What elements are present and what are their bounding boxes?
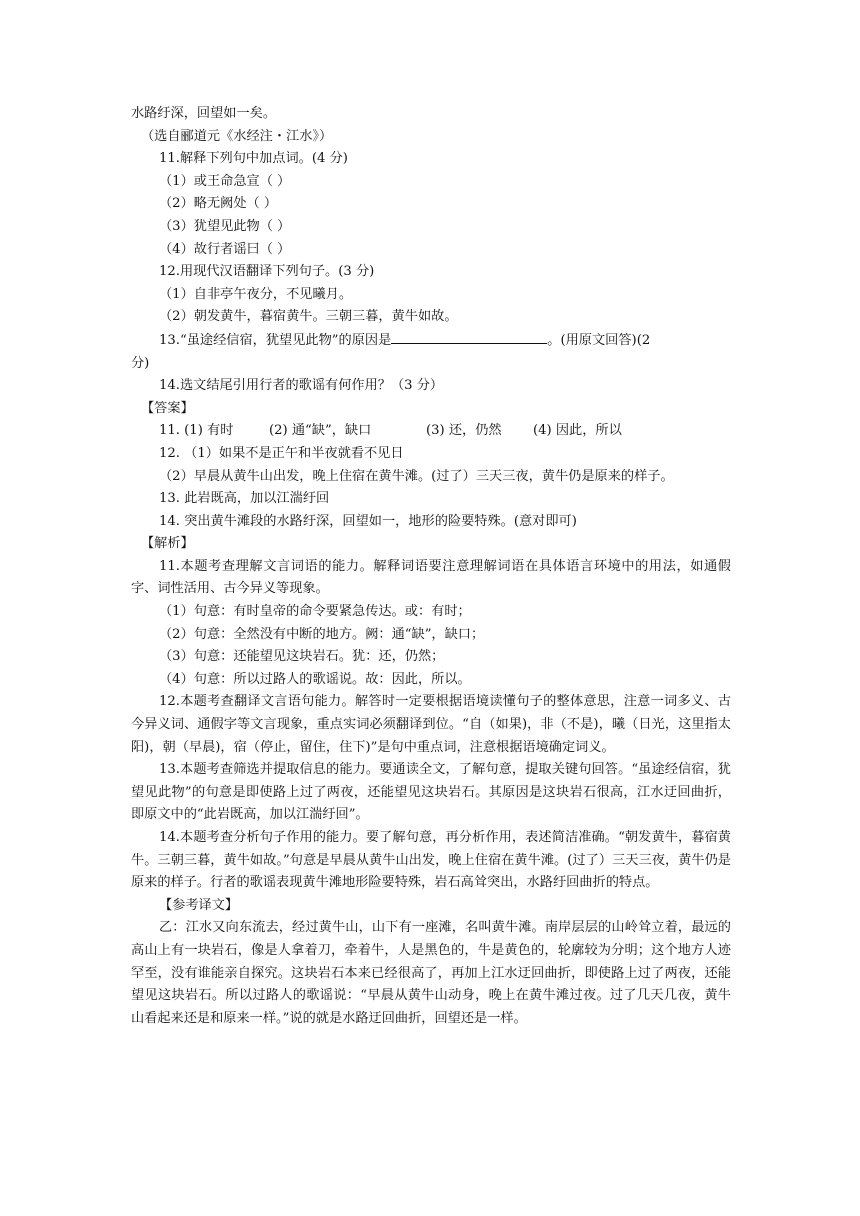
question-13-text: 13.“虽途经信宿，犹望见此物”的原因是 [159, 332, 392, 348]
answer-11-part-4: (4) 因此，所以 [533, 423, 622, 439]
question-12: 12.用现代汉语翻译下列句子。(3 分) [159, 264, 375, 280]
analysis-11-item-4: （4）句意：所以过路人的歌谣说。故：因此，所以。 [159, 671, 471, 687]
answer-11-part-2: (2) 通“缺”，缺口 [269, 423, 372, 439]
analysis-14: 14.本题考查分析句子作用的能力。要了解句意，再分析作用，表述简洁准确。“朝发黄牛，暮宿黄牛。三朝三暮，黄牛如故。”句意是早晨从黄牛山出发，晚上住宿在黄牛滩。(过了）三天三夜，黄牛仍是原来的样子。行者的歌谣表现黄牛滩地形险要特殊，岩石高耸突出，水路纡回曲折的特点。 [131, 830, 731, 891]
analysis-heading: 【解析】 [141, 536, 194, 552]
passage-last-line: 水路纡深，回望如一矣。 [131, 106, 277, 121]
question-14: 14.选文结尾引用行者的歌谣有何作用？（3 分） [159, 378, 444, 394]
translation-body: 乙：江水又向东流去，经过黄牛山，山下有一座滩，名叫黄牛滩。南岸层层的山岭耸立着，最远的高山上有一块岩石，像是人拿着刀，牵着牛，人是黑色的，牛是黄色的，轮廓较为分明；这个地方人迹罕至，没有谁能亲自探究。这块岩石本来已经很高了，再加上江水迂回曲折，即使路上过了两夜，还能望见这块岩石。所以过路人的歌谣说：“早晨从黄牛山动身，晚上在黄牛滩过夜。过了几天几夜，黄牛山看起来还是和原来一样。”说的就是水路迂回曲折，回望还是一样。 [131, 920, 731, 1026]
question-11-item-4: （4）故行者谣曰（ ） [159, 241, 291, 257]
answer-12-item-1: 12. （1）如果不是正午和半夜就看不见日 [159, 445, 404, 461]
question-12-item-2: （2）朝发黄牛，暮宿黄牛。三朝三暮，黄牛如故。 [159, 309, 458, 325]
question-13-wrap: 分) [131, 355, 150, 371]
question-11: 11.解释下列句中加点词。(4 分) [159, 151, 348, 167]
question-11-item-2: （2）略无阙处（ ） [159, 196, 278, 212]
analysis-13: 13.本题考查筛选并提取信息的能力。要通读全文，了解句意，提取关键句回答。“虽途经信宿，犹望见此物”的句意是即使路上过了两夜，还能望见这块岩石。其原因是这块岩石很高，江水迂回曲折，即原文中的“此岩既高，加以江湍纡回”。 [131, 762, 731, 823]
question-11-item-3: （3）犹望见此物（ ） [159, 218, 291, 234]
question-13-suffix: 。(用原文回答)(2 [547, 332, 651, 348]
analysis-11-item-1: （1）句意：有时皇帝的命令要紧急传达。或：有时； [159, 604, 471, 620]
question-13 [131, 329, 731, 353]
analysis-11-item-2: （2）句意：全然没有中断的地方。阙：通“缺”，缺口； [159, 626, 485, 642]
answer-14: 14. 突出黄牛滩段的水路纡深，回望如一，地形的险要特殊。(意对即可) [159, 513, 577, 529]
translation-heading: 【参考译文】 [159, 897, 239, 913]
answer-11-part-3: (3) 还，仍然 [426, 423, 502, 439]
analysis-11: 11.本题考查理解文言词语的能力。解释词语要注意理解词语在具体语言环境中的用法，如通假字、词性活用、古今异义等现象。 [131, 558, 731, 597]
answer-13: 13. 此岩既高，加以江湍纡回 [159, 491, 330, 507]
answer-heading: 【答案】 [141, 400, 194, 416]
document-content [131, 103, 731, 1030]
answer-11 [131, 420, 731, 443]
answer-blank [391, 329, 547, 344]
analysis-12: 12.本题考查翻译文言语句能力。解答时一定要根据语境读懂句子的整体意思，注意一词多义、古今异义词、通假字等文言现象，重点实词必须翻译到位。“自（如果)，非（不是)，曦（日光，这里指太阳)，朝（早晨)，宿（停止，留住，住下)”是句中重点词，注意根据语境确定词义。 [131, 694, 731, 755]
analysis-11-item-3: （3）句意：还能望见这块岩石。犹：还，仍然； [159, 649, 445, 665]
answer-11-part-1: 11. (1) 有时 [159, 423, 234, 439]
question-11-item-1: （1）或王命急宣（ ） [159, 173, 291, 189]
answer-12-item-2: （2）早晨从黄牛山出发，晚上住宿在黄牛滩。(过了）三天三夜，黄牛仍是原来的样子。 [159, 468, 674, 484]
source-citation: （选自郦道元《水经注・江水》） [141, 128, 333, 144]
question-12-item-1: （1）自非亭午夜分，不见曦月。 [159, 286, 353, 302]
